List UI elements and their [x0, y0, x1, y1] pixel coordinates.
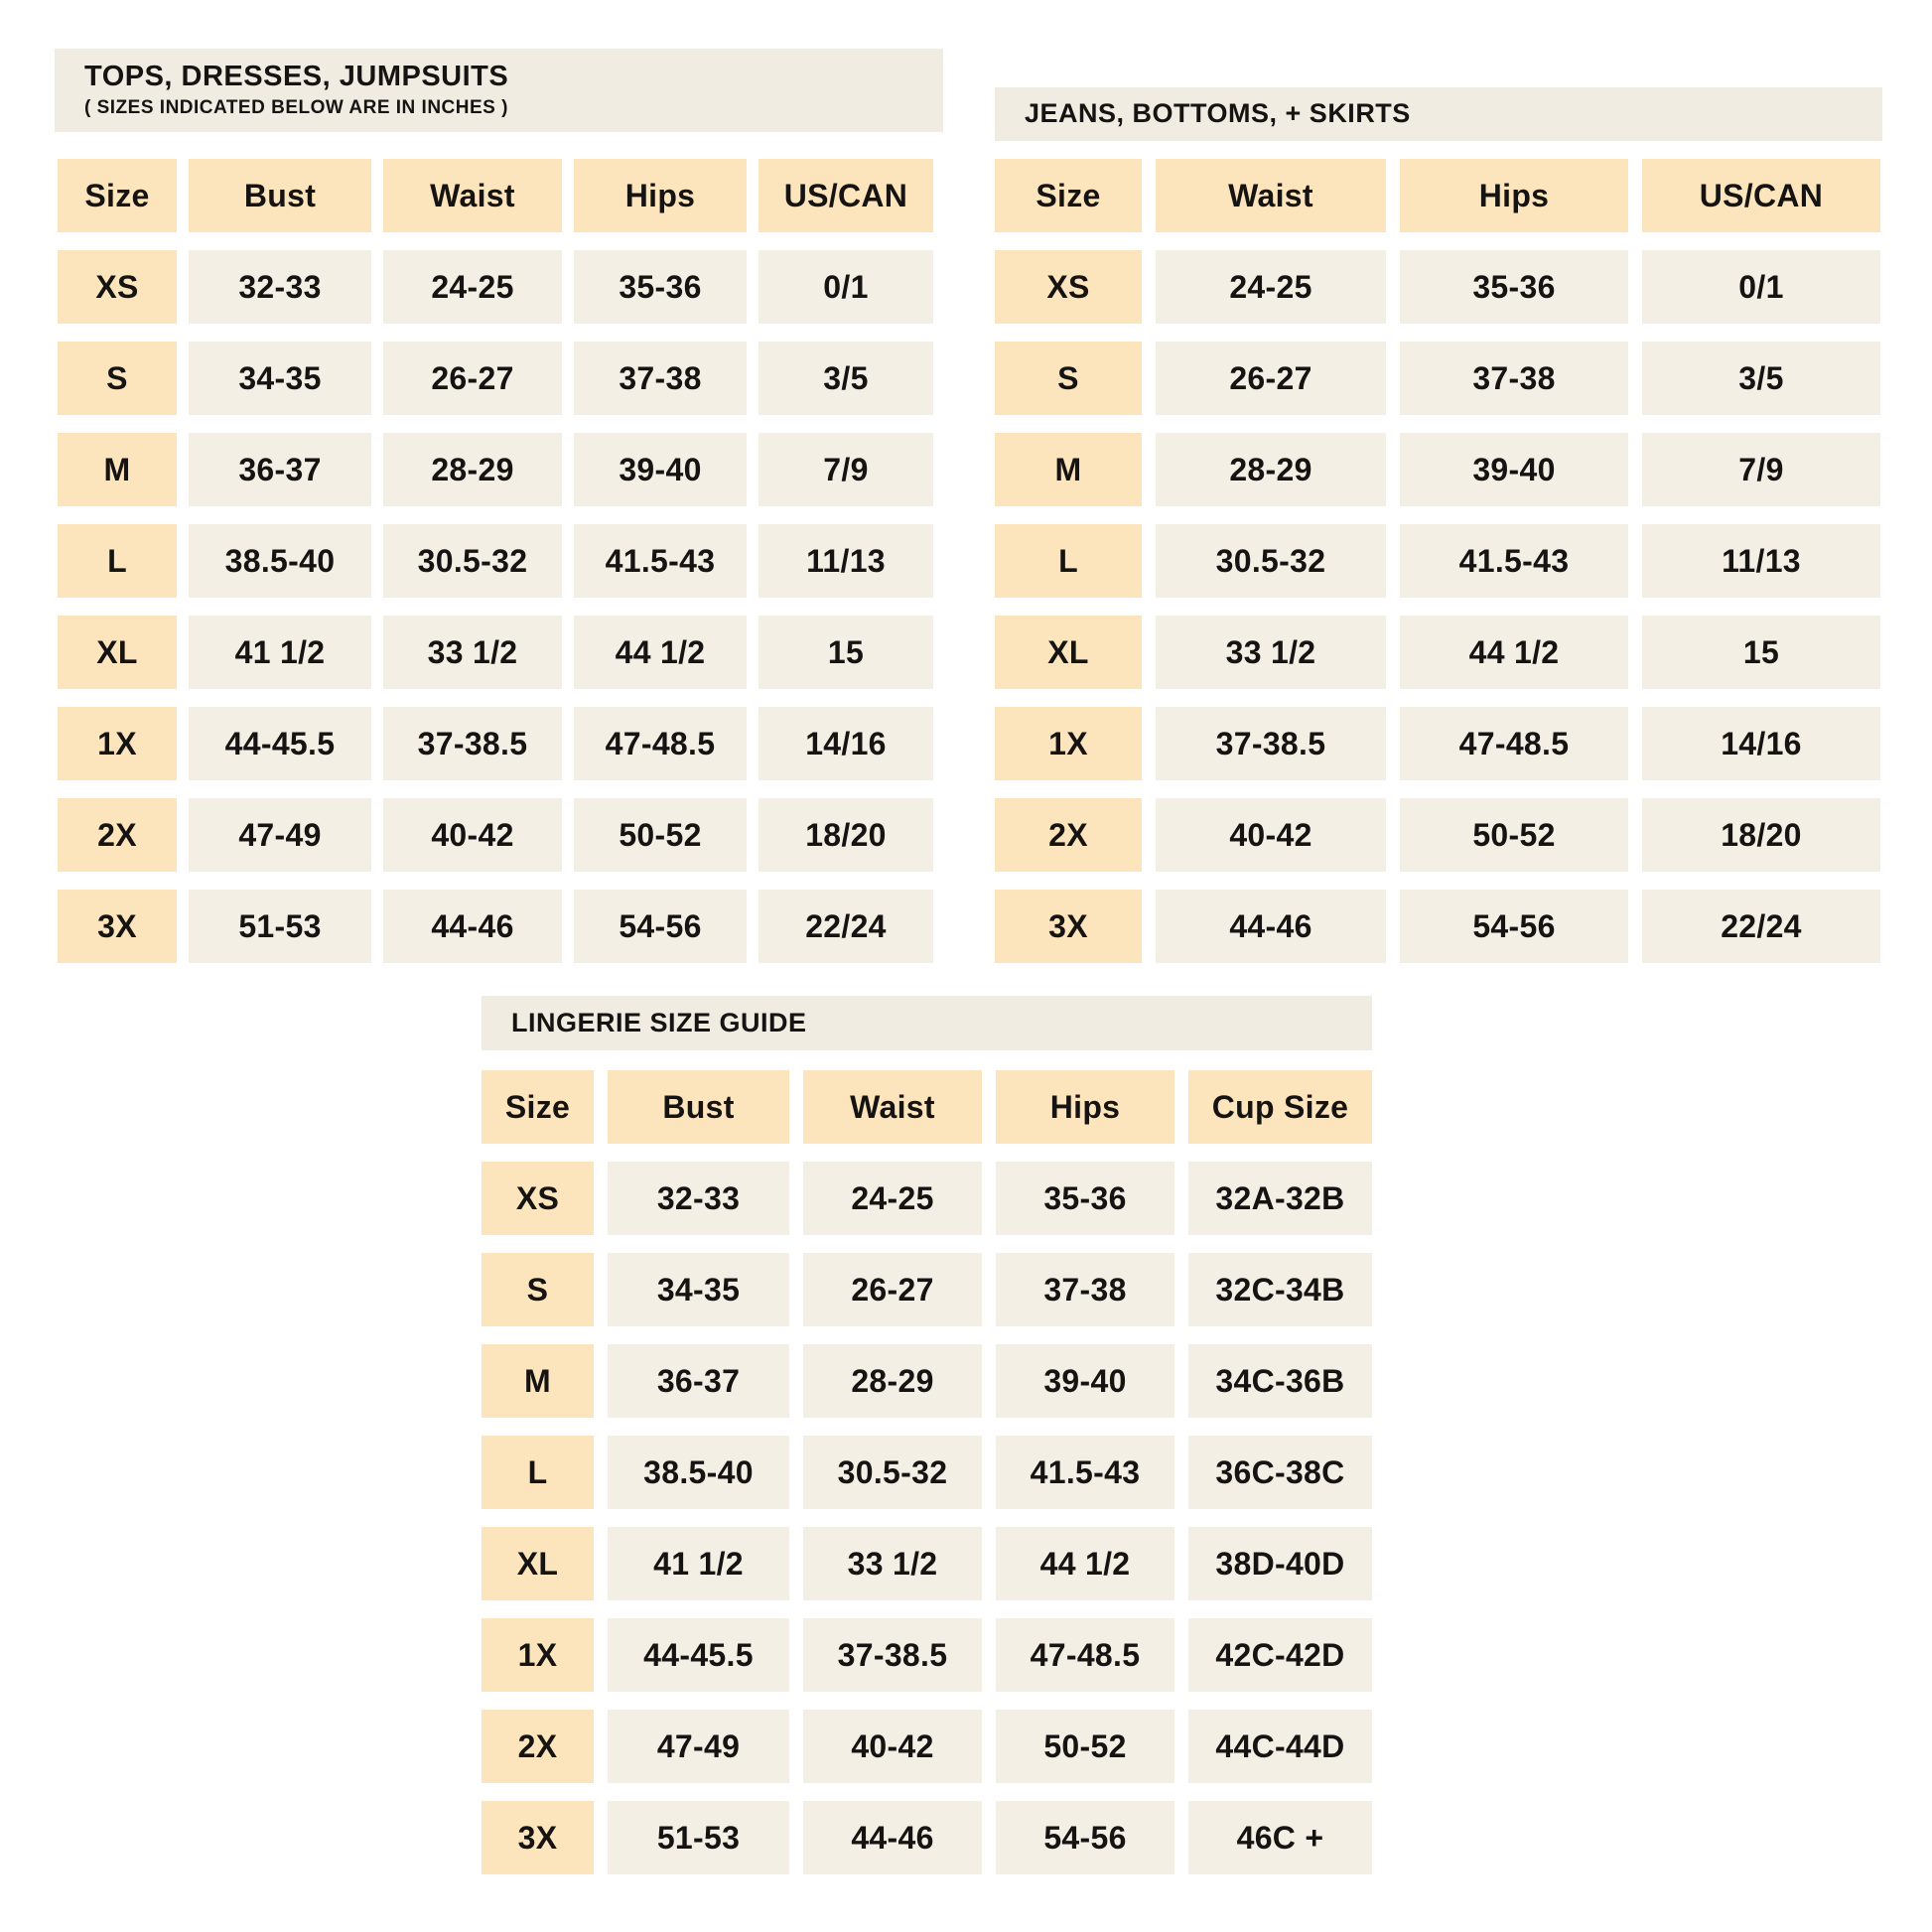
header-cell: Size: [482, 1070, 594, 1144]
value-cell: 3/5: [759, 342, 933, 415]
value-cell: 41 1/2: [608, 1527, 789, 1600]
value-cell: 34-35: [608, 1253, 789, 1326]
value-cell: 42C-42D: [1188, 1618, 1372, 1692]
value-cell: 47-48.5: [996, 1618, 1174, 1692]
header-cell: Hips: [1400, 159, 1628, 232]
value-cell: 11/13: [1642, 524, 1880, 598]
value-cell: 28-29: [803, 1344, 982, 1418]
value-cell: 18/20: [759, 798, 933, 872]
value-cell: 33 1/2: [803, 1527, 982, 1600]
value-cell: 54-56: [996, 1801, 1174, 1874]
value-cell: 38D-40D: [1188, 1527, 1372, 1600]
size-cell: L: [482, 1436, 594, 1509]
value-cell: 35-36: [1400, 250, 1628, 324]
size-cell: XL: [58, 616, 177, 689]
size-cell: XS: [58, 250, 177, 324]
value-cell: 26-27: [803, 1253, 982, 1326]
value-cell: 41.5-43: [574, 524, 747, 598]
header-cell: Size: [995, 159, 1142, 232]
value-cell: 40-42: [1156, 798, 1386, 872]
jeans-size-table: [995, 159, 1880, 963]
size-cell: M: [995, 433, 1142, 506]
value-cell: 44-46: [803, 1801, 982, 1874]
size-cell: L: [995, 524, 1142, 598]
size-cell: S: [482, 1253, 594, 1326]
value-cell: 32C-34B: [1188, 1253, 1372, 1326]
value-cell: 14/16: [759, 707, 933, 780]
value-cell: 30.5-32: [1156, 524, 1386, 598]
value-cell: 24-25: [803, 1162, 982, 1235]
size-cell: 2X: [58, 798, 177, 872]
value-cell: 37-38.5: [803, 1618, 982, 1692]
value-cell: 14/16: [1642, 707, 1880, 780]
value-cell: 32A-32B: [1188, 1162, 1372, 1235]
lingerie-title-banner: [482, 996, 1372, 1050]
lingerie-title: LINGERIE SIZE GUIDE: [511, 1007, 807, 1037]
value-cell: 28-29: [1156, 433, 1386, 506]
size-cell: 3X: [58, 890, 177, 963]
value-cell: 54-56: [1400, 890, 1628, 963]
value-cell: 7/9: [1642, 433, 1880, 506]
value-cell: 51-53: [608, 1801, 789, 1874]
value-cell: 33 1/2: [383, 616, 562, 689]
value-cell: 35-36: [574, 250, 747, 324]
value-cell: 35-36: [996, 1162, 1174, 1235]
size-cell: 1X: [995, 707, 1142, 780]
value-cell: 37-38.5: [383, 707, 562, 780]
value-cell: 44-45.5: [189, 707, 371, 780]
value-cell: 51-53: [189, 890, 371, 963]
tops-title-banner: [55, 49, 943, 132]
header-cell: Hips: [574, 159, 747, 232]
value-cell: 26-27: [1156, 342, 1386, 415]
value-cell: 36-37: [608, 1344, 789, 1418]
value-cell: 44 1/2: [574, 616, 747, 689]
value-cell: 47-49: [189, 798, 371, 872]
value-cell: 22/24: [759, 890, 933, 963]
header-cell: Bust: [608, 1070, 789, 1144]
value-cell: 37-38: [574, 342, 747, 415]
value-cell: 47-48.5: [574, 707, 747, 780]
value-cell: 44 1/2: [996, 1527, 1174, 1600]
tops-size-table: [58, 159, 933, 963]
value-cell: 26-27: [383, 342, 562, 415]
value-cell: 44-46: [383, 890, 562, 963]
size-cell: S: [58, 342, 177, 415]
value-cell: 50-52: [1400, 798, 1628, 872]
value-cell: 44C-44D: [1188, 1710, 1372, 1783]
value-cell: 44-45.5: [608, 1618, 789, 1692]
value-cell: 40-42: [803, 1710, 982, 1783]
size-cell: 1X: [58, 707, 177, 780]
value-cell: 39-40: [574, 433, 747, 506]
value-cell: 15: [759, 616, 933, 689]
value-cell: 37-38.5: [1156, 707, 1386, 780]
value-cell: 33 1/2: [1156, 616, 1386, 689]
value-cell: 15: [1642, 616, 1880, 689]
value-cell: 41.5-43: [1400, 524, 1628, 598]
jeans-title: JEANS, BOTTOMS, + SKIRTS: [1025, 98, 1411, 129]
value-cell: 22/24: [1642, 890, 1880, 963]
lingerie-size-table: [482, 1070, 1372, 1874]
value-cell: 50-52: [574, 798, 747, 872]
size-cell: 2X: [482, 1710, 594, 1783]
header-cell: Cup Size: [1188, 1070, 1372, 1144]
header-cell: Size: [58, 159, 177, 232]
header-cell: US/CAN: [1642, 159, 1880, 232]
value-cell: 46C +: [1188, 1801, 1372, 1874]
value-cell: 41 1/2: [189, 616, 371, 689]
value-cell: 18/20: [1642, 798, 1880, 872]
value-cell: 36C-38C: [1188, 1436, 1372, 1509]
header-cell: Hips: [996, 1070, 1174, 1144]
value-cell: 7/9: [759, 433, 933, 506]
value-cell: 38.5-40: [189, 524, 371, 598]
header-cell: Waist: [1156, 159, 1386, 232]
size-cell: 1X: [482, 1618, 594, 1692]
value-cell: 24-25: [383, 250, 562, 324]
value-cell: 39-40: [1400, 433, 1628, 506]
size-cell: 2X: [995, 798, 1142, 872]
value-cell: 38.5-40: [608, 1436, 789, 1509]
value-cell: 47-48.5: [1400, 707, 1628, 780]
value-cell: 41.5-43: [996, 1436, 1174, 1509]
value-cell: 32-33: [189, 250, 371, 324]
value-cell: 34C-36B: [1188, 1344, 1372, 1418]
value-cell: 34-35: [189, 342, 371, 415]
value-cell: 0/1: [1642, 250, 1880, 324]
value-cell: 54-56: [574, 890, 747, 963]
value-cell: 37-38: [996, 1253, 1174, 1326]
header-cell: Waist: [803, 1070, 982, 1144]
value-cell: 28-29: [383, 433, 562, 506]
value-cell: 39-40: [996, 1344, 1174, 1418]
value-cell: 44-46: [1156, 890, 1386, 963]
value-cell: 30.5-32: [383, 524, 562, 598]
value-cell: 30.5-32: [803, 1436, 982, 1509]
size-cell: L: [58, 524, 177, 598]
value-cell: 24-25: [1156, 250, 1386, 324]
size-cell: XS: [995, 250, 1142, 324]
tops-title: TOPS, DRESSES, JUMPSUITS: [84, 60, 509, 92]
value-cell: 32-33: [608, 1162, 789, 1235]
value-cell: 36-37: [189, 433, 371, 506]
size-cell: XL: [482, 1527, 594, 1600]
value-cell: 44 1/2: [1400, 616, 1628, 689]
value-cell: 0/1: [759, 250, 933, 324]
size-cell: M: [58, 433, 177, 506]
size-cell: M: [482, 1344, 594, 1418]
value-cell: 50-52: [996, 1710, 1174, 1783]
size-cell: XS: [482, 1162, 594, 1235]
value-cell: 40-42: [383, 798, 562, 872]
size-cell: 3X: [482, 1801, 594, 1874]
size-cell: 3X: [995, 890, 1142, 963]
header-cell: Bust: [189, 159, 371, 232]
tops-subtitle: ( SIZES INDICATED BELOW ARE IN INCHES ): [84, 97, 508, 119]
header-cell: Waist: [383, 159, 562, 232]
header-cell: US/CAN: [759, 159, 933, 232]
value-cell: 3/5: [1642, 342, 1880, 415]
value-cell: 47-49: [608, 1710, 789, 1783]
jeans-title-banner: [995, 87, 1882, 141]
size-cell: S: [995, 342, 1142, 415]
value-cell: 37-38: [1400, 342, 1628, 415]
value-cell: 11/13: [759, 524, 933, 598]
size-cell: XL: [995, 616, 1142, 689]
